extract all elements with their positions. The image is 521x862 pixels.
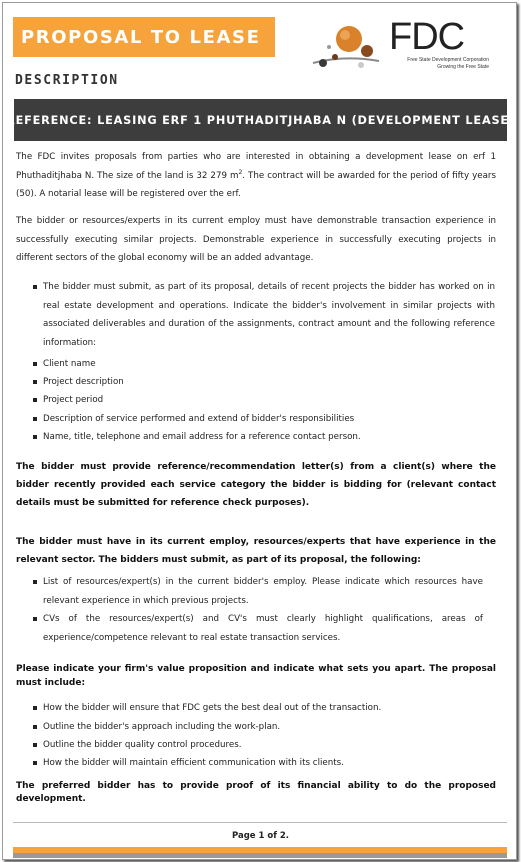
- document-title: PROPOSAL TO LEASE: [13, 17, 275, 57]
- list-item: Description of service performed and extend of bidder's responsibilities: [33, 410, 483, 429]
- list-item: Outline the bidder quality control procedures.: [33, 736, 483, 755]
- list-item: Name, title, telephone and email address for a reference contact person.: [33, 428, 483, 447]
- list-item: Outline the bidder's approach including the work-plan.: [33, 718, 483, 737]
- value-proposition-paragraph: Please indicate your firm's value proposition and indicate what sets you apart. The proposal must include:: [16, 664, 496, 688]
- reference-letter-paragraph: The bidder must provide reference/recommendation letter(s) from a client(s) where the bidder recently provided each service category the bidder is bidding for (relevant contact details must be submitted for reference check purposes).: [16, 462, 496, 508]
- reference-text: REFERENCE: LEASING ERF 1 PHUTHADITJHABA N (DEVELOPMENT LEASE): [6, 113, 515, 127]
- section-heading: DESCRIPTION: [15, 73, 119, 88]
- logo-subtitle: Free State Development Corporation: [407, 57, 489, 63]
- list-item: How the bidder will ensure that FDC gets the best deal out of the transaction.: [33, 699, 483, 718]
- page-number: Page 1 of 2.: [231, 831, 290, 841]
- list-item: Project period: [33, 391, 483, 410]
- list-item: Project description: [33, 373, 483, 392]
- financial-ability-paragraph: The preferred bidder has to provide proof of its financial ability to do the proposed development.: [16, 781, 496, 804]
- footer-gray-bar: [13, 853, 507, 858]
- experience-paragraph: The bidder or resources/experts in its current employ must have demonstrable transaction experience in successfully executing similar projects. Demonstrable experience in successfully executing projects in different sectors of the global economy will be an added advantage.: [16, 216, 496, 263]
- intro-paragraph: The FDC invites proposals from parties who are interested in obtaining a development lease on erf 1 Phuthaditjhaba N. The size of the land is 32 279 $m^2$. The contract will be awarded for the period of fifty years (50). A notarial lease will be registered over the erf.: [16, 152, 496, 199]
- reference-banner: [6, 99, 515, 141]
- superscript: 2: [238, 168, 243, 176]
- list-item: The bidder must submit, as part of its proposal, details of recent projects the bidder has worked on in real estate development and operations. Indicate the bidder's involvement in similar projects with associated deliverables and duration of the assignments, contract amount and the following reference information:: [33, 278, 495, 352]
- list-item: List of resources/expert(s) in the current bidder's employ. Please indicate which resources have relevant experience in which previous projects.: [33, 573, 483, 610]
- list-item: CVs of the resources/expert(s) and CV's must clearly highlight qualifications, areas of experience/competence relevant to real estate transaction services.: [33, 610, 483, 647]
- logo-tagline: Growing the Free State: [437, 64, 489, 70]
- list-item: Client name: [33, 355, 483, 374]
- fdc-logo: [309, 17, 509, 79]
- logo-wordmark: FDC: [389, 16, 465, 58]
- footer-divider: [13, 822, 507, 823]
- logo-spheres-icon: [309, 17, 389, 79]
- resources-paragraph: The bidder must have in its current employ, resources/experts that have experience in the relevant sector. The bidders must submit, as part of its proposal, the following:: [16, 537, 496, 565]
- list-item: How the bidder will maintain efficient communication with its clients.: [33, 754, 483, 773]
- document-page: [2, 2, 517, 860]
